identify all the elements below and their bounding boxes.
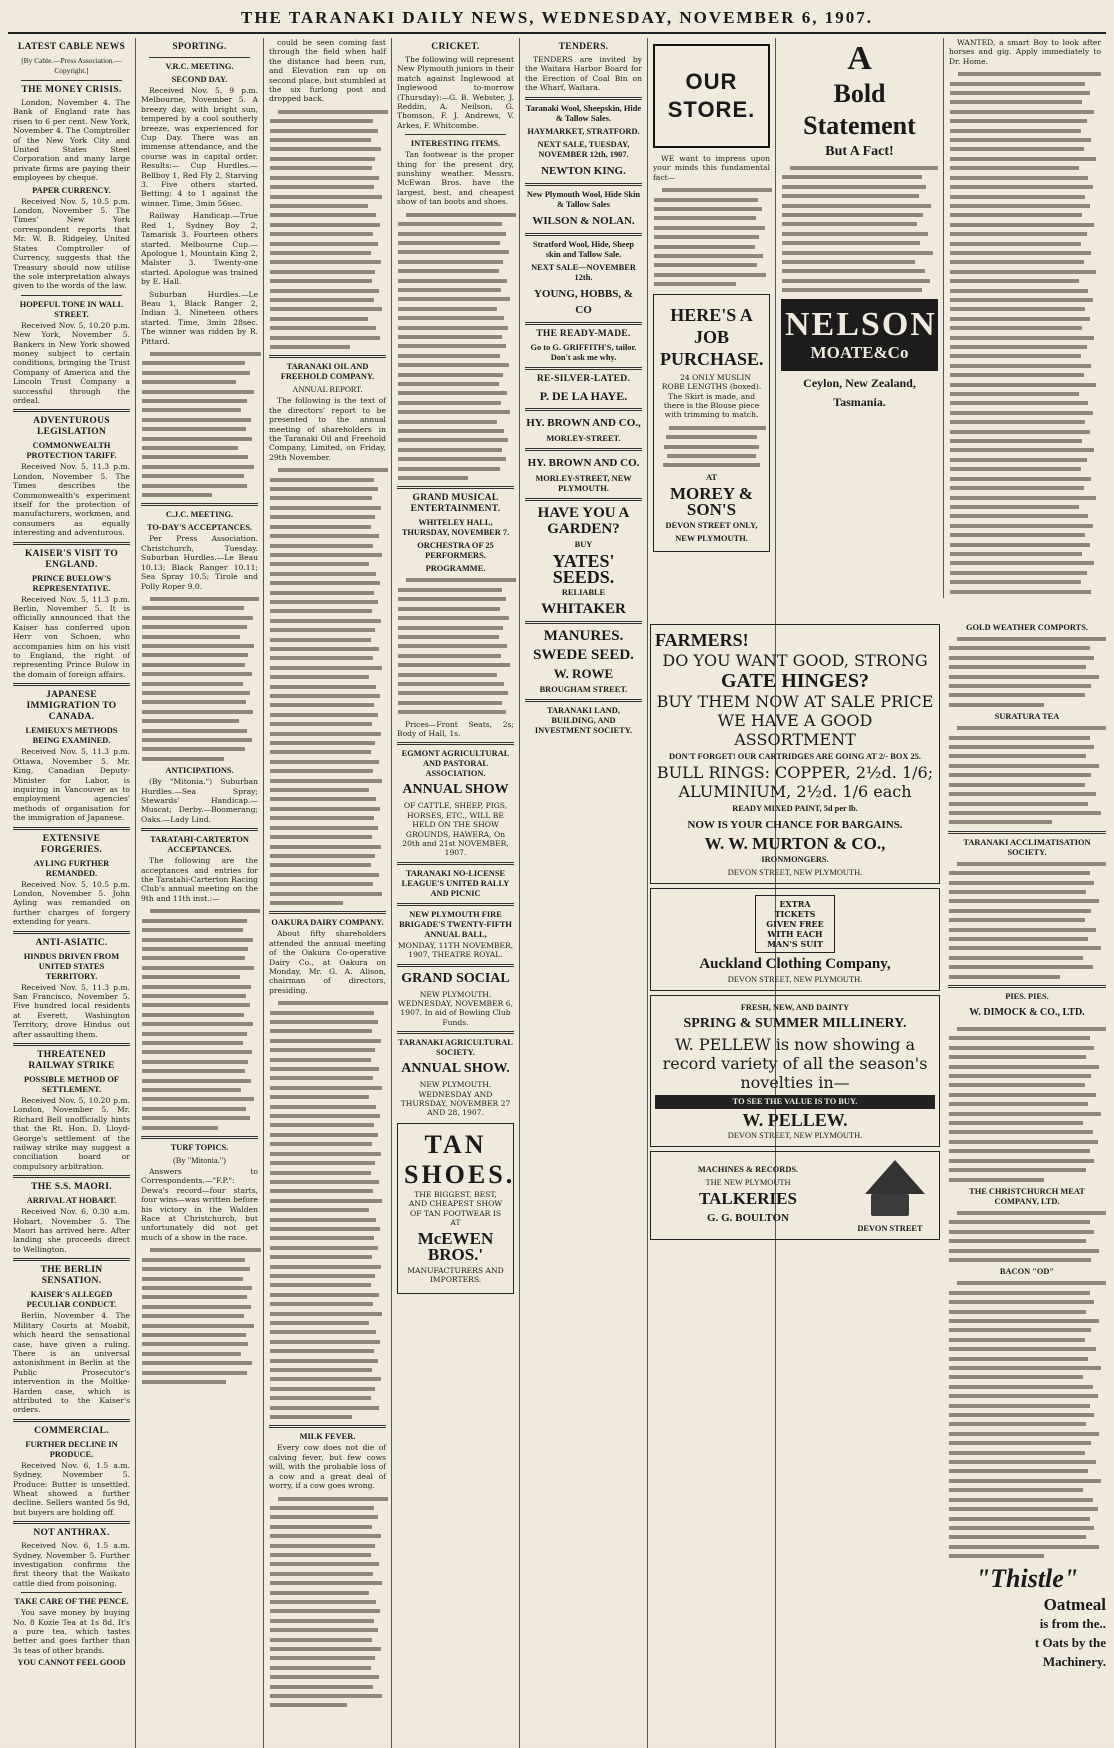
- wide-ads-block: [650, 620, 940, 1244]
- whitaker-name: WHITAKER: [541, 600, 626, 617]
- interesting-filler: [397, 210, 514, 483]
- oatmeal-word: Oatmeal: [1043, 1594, 1106, 1614]
- musical-heading: GRAND MUSICAL ENTERTAINMENT.: [410, 493, 501, 515]
- commercial-heading: COMMERCIAL.: [34, 1425, 109, 1436]
- dairy-company-text: About fifty shareholders attended the annual meeting of the Oakura Co-operative Dairy Co., at Oakura on Monday, Mr. G. A. Alison, chairman of directors, presiding.: [269, 929, 386, 995]
- reliable-line: RELIABLE: [561, 587, 606, 597]
- dimock-filler: [948, 1024, 1106, 1184]
- column-wanted: [944, 38, 1106, 598]
- masthead-title: THE TARANAKI DAILY NEWS, WEDNESDAY, NOVEMBER 6, 1907.: [240, 8, 873, 27]
- oil-company-text: The following is the text of the directors' report to be presented to the annual meeting of shareholders in the Taranaki Oil and Freehold Company, Limited, on Friday, 29th November.: [269, 396, 386, 462]
- fire-brigade-text: MONDAY, 11TH NOVEMBER, 1907, THEATRE ROYAL.: [397, 940, 514, 960]
- lemieux-text: Received Nov. 5, 11.3 p.m. Ottawa, November 5. Mr. King, Canadian Deputy-Minister for Labor, is inquiring in Vancouver as to employment agencies' methods of organisation for the immigration of Japanese.: [13, 747, 130, 823]
- orchestra-line: ORCHESTRA OF 25 PERFORMERS.: [417, 541, 494, 561]
- cable-subheading: [By Cable.—Press Association.—Copyright.]: [21, 56, 122, 75]
- paper-text: Received Nov. 5, 10.5 p.m. London, November 5. The Times' New York correspondent reports that Mr. W. B. Ridgeley, United States Comptroller of Currency, suggests that the Treasury should now utilise the sole interpretation always given to the words of the law.: [13, 196, 130, 291]
- fresh-line: FRESH, NEW, AND DAINTY: [740, 1003, 850, 1012]
- mcewan-sub: MANUFACTURERS AND IMPORTERS.: [407, 1265, 504, 1284]
- suburban-text: Suburban Hurdles.—Le Beau 1, Black Ranger 2, Indian 3. Nineteen others started. Time, 3min 28sec. The winner was ridden by R. Pittard.: [141, 289, 258, 346]
- interesting-text: Tan footwear is the proper thing for the present dry, sunshiny weather. Messrs. McEwan Bros. have the largest, best, and cheapest show of tan boots and shoes.: [397, 150, 514, 207]
- buy-line: BUY: [574, 539, 593, 549]
- hopeful-heading: HOPEFUL TONE IN WALL STREET.: [19, 299, 124, 319]
- right-top: [776, 38, 1106, 598]
- millinery-ad: [650, 995, 940, 1147]
- acceptances-filler: [141, 594, 258, 763]
- bacon-heading: BACON "OD": [999, 1267, 1055, 1277]
- rowe-addr: BROUGHAM STREET.: [539, 684, 628, 694]
- but-a-fact: But A Fact!: [825, 144, 894, 159]
- farmers-title: FARMERS!: [655, 630, 749, 650]
- acclimatisation-filler: [948, 859, 1106, 981]
- pellew-text: W. PELLEW is now showing a record variety of all the season's novelties in—: [662, 1035, 928, 1092]
- wanted-filler: [949, 69, 1101, 598]
- race-results-filler: [141, 349, 258, 500]
- annual-show-title: ANNUAL SHOW: [402, 782, 509, 798]
- auckland-address: DEVON STREET, NEW PLYMOUTH.: [727, 975, 863, 984]
- tenders-text: TENDERS are invited by the Waitara Harbor Board for the Erection of Coal Bin on the Wharf, Waitara.: [525, 55, 642, 93]
- our-store-title: OUR STORE.: [653, 44, 770, 148]
- hopeful-text: Received Nov. 5, 10.20 p.m. New York, November 5. Bankers in New York showed money subject to certain conditions, bringing the Trust Company of America and the Lincoln Trust Company a successful through the ordeal.: [13, 320, 130, 405]
- devon-street-line: DEVON STREET: [857, 1224, 923, 1233]
- dairy-company-heading: OAKURA DAIRY COMPANY.: [271, 918, 384, 928]
- cup-text: Railway Handicap.—True Red 1, Sydney Boy 2, Tamarisk 3. Fourteen others started. Melbourne Cup.—Apologue 1, Mountain King 2, Malster 3. Twenty-one started. Apologue was trained by E. Hall.: [141, 211, 258, 287]
- acclimatisation-heading: TARANAKI ACCLIMATISATION SOCIETY.: [963, 837, 1091, 857]
- next-sale-2: NEXT SALE—NOVEMBER 12th.: [531, 262, 636, 282]
- fenn-end: YOU CANNOT FEEL GOOD: [17, 1658, 126, 1668]
- chance-line: NOW IS YOUR CHANCE FOR BARGAINS.: [687, 819, 903, 831]
- our-store-text: WE want to impress upon your minds this fundamental fact—: [653, 154, 770, 182]
- talkeries-ad: [650, 1151, 940, 1240]
- turf-filler: [141, 1245, 258, 1386]
- job-purchase-ad: [653, 294, 770, 552]
- column-cable-news: [8, 38, 136, 1748]
- turf-heading: TURF TOPICS.: [170, 1143, 229, 1153]
- our-store-filler: [653, 185, 770, 288]
- kaiser-heading: KAISER'S VISIT TO ENGLAND.: [24, 548, 119, 570]
- sporting-heading: SPORTING.: [172, 42, 227, 52]
- bulow-text: Received Nov. 5, 11.3 p.m. Berlin, November 5. It is officially announced that the Kaiser has conferred upon Herr von Schoen, who accompanies him on his visit to England, the right of representing Prince Bulow in the domain of foreign affairs.: [13, 594, 130, 679]
- intro-text: could be seen coming fast through the field when half the distance had been run, and Elevation ran up on second place, but stumbled at the six furlong post and dropped back.: [269, 38, 386, 104]
- nelson-moate-logo: [781, 299, 938, 371]
- masthead: [8, 6, 1106, 34]
- taratahi-heading: TARATAHI-CARTERTON ACCEPTANCES.: [150, 835, 249, 855]
- forgeries-heading: EXTENSIVE FORGERIES.: [40, 833, 103, 855]
- egmont-heading: EGMONT AGRICULTURAL AND PASTORAL ASSOCIATION.: [401, 749, 510, 779]
- maori-subheading: ARRIVAL AT HOBART.: [26, 1196, 117, 1206]
- paper-heading: PAPER CURRENCY.: [32, 185, 111, 195]
- tan-shoes-text: THE BIGGEST, BEST, AND CHEAPEST SHOW OF TAN FOOTWEAR IS AT: [408, 1189, 503, 1228]
- berlin-heading: THE BERLIN SENSATION.: [40, 1265, 103, 1287]
- bulow-heading: PRINCE BUELOW'S REPRESENTATIVE.: [32, 573, 111, 593]
- gate-sub2: BUY THEM NOW AT SALE PRICE WE HAVE A GOOD ASSORTMENT: [656, 692, 934, 749]
- maori-heading: THE S.S. MAORI.: [31, 1182, 112, 1193]
- cricket-text: The following will represent New Plymouth juniors in their match against Inglewood at Inglewood to-morrow (Thursday):—G. B. Webster, J. Reddin, A. Neilson, G. Thomson, F. J. Andrews, V. Arkes, F. Whitcombe.: [397, 55, 514, 130]
- delahaye-name: P. DE LA HAYE.: [539, 388, 628, 403]
- turf-text: Answers to Correspondents.—"F.P.": Dewa's record—four starts, four wins—was written before his victory in the Walden Race at Christchurch, but unfortunately did not get much of a show in the race.: [141, 1167, 258, 1242]
- thistle-word: "Thistle": [975, 1563, 1079, 1593]
- lemieux-heading: LEMIEUX'S METHODS BEING EXAMINED.: [25, 726, 118, 746]
- gold-weather-filler: [948, 634, 1106, 709]
- nelson-word: NELSON: [785, 305, 937, 343]
- land-society-heading: TARANAKI LAND, BUILDING, AND INVESTMENT SOCIETY.: [534, 705, 633, 735]
- hy-brown-1-addr: MORLEY-STREET.: [546, 433, 621, 443]
- notanthrax-heading: NOT ANTHRAX.: [33, 1528, 110, 1539]
- fire-brigade-heading: NEW PLYMOUTH FIRE BRIGADE'S TWENTY-FIFTH ANNUAL BALL,: [399, 909, 512, 939]
- acceptances-text: Per Press Association. Christchurch, Tuesday. Suburban Hurdles.—Le Beau 10.13; Black Ranger 10.11; Sea Spray 10.5; Tirole and Polly Roper 9.0.: [141, 534, 258, 591]
- show-text: OF CATTLE, SHEEP, PIGS, HORSES, ETC., WILL BE HELD ON THE SHOW GROUNDS, HAWERA, On 20th and 21st NOVEMBER, 1907.: [402, 801, 509, 858]
- mcewan-name: McEWEN BROS.': [417, 1228, 494, 1264]
- forgeries-text: Received Nov. 5, 10.5 p.m. London, November 5. John Ayling was remanded on further charges of forgery extending for years.: [13, 879, 130, 927]
- oats-line: t Oats by the: [1034, 1634, 1106, 1650]
- murton-address: DEVON STREET, NEW PLYMOUTH.: [727, 868, 863, 877]
- butter-text: Received Nov. 6, 1.5 a.m. Sydney, November 5. Produce: Butter is unsettled. Wheat showed a further decline. Sellers wanted 5s 9d, but buyers are holding off.: [13, 1460, 130, 1517]
- next-sale-line: NEXT SALE, TUESDAY, NOVEMBER 12th, 1907.: [537, 139, 630, 159]
- farmers-ad: [650, 624, 940, 884]
- milk-fever-heading: MILK FEVER.: [299, 1432, 356, 1442]
- column-company-reports: [264, 38, 392, 1748]
- dimock-name: W. DIMOCK & CO., LTD.: [969, 1007, 1085, 1018]
- cartridges-line: DON'T FORGET! OUR CARTRIDGES ARE GOING AT 2/- BOX 25.: [669, 752, 921, 761]
- gold-weather-heading: GOLD WEATHER COMPORTS.: [965, 623, 1088, 632]
- hindus-heading: HINDUS DRIVEN FROM UNITED STATES TERRITORY.: [23, 951, 120, 981]
- legislation-heading: ADVENTUROUS LEGISLATION: [33, 416, 110, 438]
- column-sporting: [136, 38, 264, 1748]
- see-value-line: TO SEE THE VALUE IS TO BUY.: [655, 1095, 935, 1109]
- dairy-company-filler: [269, 998, 386, 1421]
- new-plymouth: NEW PLYMOUTH.: [675, 533, 748, 543]
- meat-company-filler: [948, 1208, 1106, 1264]
- turf-subheading: (By "Mitonia."): [173, 1156, 226, 1166]
- agricultural-heading: TARANAKI AGRICULTURAL SOCIETY.: [398, 1038, 513, 1058]
- phonograph-icon: [855, 1160, 925, 1220]
- meat-company-heading: THE CHRISTCHURCH MEAT COMPANY, LTD.: [969, 1186, 1085, 1206]
- suratura-filler: [948, 723, 1106, 826]
- wilson-nolan: WILSON & NOLAN.: [532, 214, 635, 227]
- talkeries-title: TALKERIES: [699, 1189, 797, 1208]
- griffith-line: Go to G. GRIFFITH'S, tailor. Don't ask me why.: [530, 342, 637, 362]
- gate-sub: DO YOU WANT GOOD, STRONG: [662, 651, 928, 670]
- machinery-line: Machinery.: [1042, 1653, 1106, 1669]
- machines-line: MACHINES & RECORDS.: [697, 1165, 799, 1174]
- pies-heading: PIES. PIES.: [1005, 992, 1049, 1001]
- bull-rings-line: BULL RINGS: COPPER, 2½d. 1/6; ALUMINIUM, 2½d. 1/6 each: [656, 763, 934, 801]
- young-hobbs: YOUNG, HOBBS, & CO: [533, 287, 633, 316]
- intro-filler: [269, 107, 386, 352]
- money-heading: THE MONEY CRISIS.: [21, 85, 122, 95]
- tenders-heading: TENDERS.: [558, 42, 609, 52]
- job-purchase-text: 24 ONLY MUSLIN ROBE LENGTHS (boxed). The Skirt is made, and there is the Blouse piece with trimming to match.: [661, 372, 762, 420]
- cable-heading: LATEST CABLE NEWS: [17, 42, 126, 52]
- vrc-heading: V.R.C. MEETING.: [165, 62, 234, 71]
- berlin-text: Berlin, November 4. The Military Courts at Moabit, which heard the sensational case, have given a ruling. There is an universal astonishment in Berlin at the Public Prosecutor's intervention in the Moltke-Harden case, which is attributed to the Kaiser's orders.: [13, 1311, 130, 1415]
- strike-subheading: POSSIBLE METHOD OF SETTLEMENT.: [24, 1075, 119, 1094]
- readymade-heading: THE READY-MADE.: [536, 328, 631, 339]
- money-text: London, November 4. The Bank of England rate has risen to 6 per cent. New York, November 4. The Comptroller of the New York City and United States Steel Corporation and many large private firms are paying their employees by cheque.: [13, 98, 130, 183]
- taratahi-filler: [141, 906, 258, 1132]
- antiasiatic-heading: ANTI-ASIATIC.: [35, 937, 108, 948]
- cjc-heading: C.J.C. MEETING.: [165, 510, 234, 520]
- milk-fever-text: Every cow does not die of calving fever, but few cows will, with the probable loss of a cow and a great deal of worry, if a cow goes wrong.: [269, 1443, 386, 1491]
- gate-hinges: GATE HINGES?: [721, 670, 869, 692]
- tan-shoes-title: TAN SHOES.: [404, 1129, 516, 1189]
- hy-brown-2: HY. BROWN AND CO.: [527, 456, 640, 469]
- strike-text: Received Nov. 5, 10.20 p.m. London, November 5. Mr. Richard Bell unofficially hints that the Rt. Hon. D. Lloyd-George's settlement of the railway strike may suggest a conciliation board or compulsory arbitration.: [13, 1096, 130, 1171]
- whiteley-hall: WHITELEY HALL, THURSDAY, NOVEMBER 7.: [401, 518, 510, 538]
- ceylon-line: Ceylon, New Zealand,: [803, 375, 916, 390]
- vrc-subheading: SECOND DAY.: [171, 75, 228, 84]
- paint-line: READY MIXED PAINT, 5d per lb.: [732, 804, 858, 813]
- bold-word: Bold: [833, 79, 886, 108]
- hindus-text: Received Nov. 5, 11.3 p.m. San Francisco, November 5. Five hundred local residents at Everett, Washington Territory, drove Hindus out after assaulting them.: [13, 982, 130, 1039]
- butter-heading: FURTHER DECLINE IN PRODUCE.: [25, 1439, 118, 1459]
- grand-social-title: GRAND SOCIAL: [401, 970, 510, 986]
- job-purchase-filler: [660, 423, 763, 470]
- cricket-heading: CRICKET.: [431, 42, 480, 52]
- columns: [8, 38, 1106, 1748]
- bold-a: A: [847, 40, 872, 77]
- nelson-filler: [781, 163, 938, 295]
- resilverlated-heading: RE-SILVER-LATED.: [536, 373, 631, 384]
- milk-fever-filler: [269, 1494, 386, 1710]
- notanthrax-text: Received Nov. 6, 1.5 a.m. Sydney, November 5. Further investigation confirms the first theory that the Waikato cattle died from poisoning.: [13, 1541, 130, 1588]
- interesting-heading: INTERESTING ITEMS.: [410, 139, 501, 149]
- devon-street-only: DEVON STREET ONLY,: [665, 520, 758, 530]
- np-line: THE NEW PLYMOUTH: [705, 1178, 791, 1187]
- murton-name: W. W. MURTON & CO.,: [704, 834, 886, 853]
- swede-seed-heading: SWEDE SEED.: [533, 646, 634, 663]
- at-line: AT: [705, 472, 717, 482]
- millinery-title: SPRING & SUMMER MILLINERY.: [683, 1016, 907, 1031]
- from-the-line: is from the..: [1039, 1615, 1106, 1631]
- forgeries-subheading: AYLING FURTHER REMANDED.: [33, 858, 110, 878]
- morey-son: MOREY & SON'S: [670, 483, 753, 519]
- pellew-address: DEVON STREET, NEW PLYMOUTH.: [727, 1131, 863, 1140]
- vrc-text: Received Nov. 5, 9 p.m. Melbourne, November 5. A breezy day, with bright sun, tempered by a cool southerly breeze, was experienced for Cup Day. There was an immense attendance, and the course was in capital order. Results:— Cup Hurdles.—Bellboy 1, Red Fly 2, Starving 3. Five others started. Betting: 4 to 1 against the winner. Time, 3min 56sec.: [141, 86, 258, 208]
- oil-company-heading: TARANAKI OIL AND FREEHOLD COMPANY.: [280, 362, 375, 382]
- prices-line: Prices—Front Seats, 2s; Body of Hall, 1s.: [397, 719, 514, 738]
- pellew-name: W. PELLEW.: [742, 1110, 848, 1130]
- fenn-heading: TAKE CARE OF THE PENCE.: [14, 1597, 129, 1607]
- column-tenders-sales: [520, 38, 648, 1748]
- tan-shoes-ad: [397, 1123, 514, 1294]
- taranaki-sale-heading: Taranaki Wool, Sheepskin, Hide & Tallow Sales.: [525, 103, 642, 123]
- grand-social-text: NEW PLYMOUTH. WEDNESDAY, NOVEMBER 6, 1907. In aid of Bowling Club Funds.: [398, 989, 513, 1027]
- wanted-text: WANTED, a smart Boy to look after horses and gig. Apply immediately to Dr. Home.: [949, 38, 1101, 66]
- strike-heading: THREATENED RAILWAY STRIKE: [28, 1050, 115, 1071]
- have-garden: HAVE YOU A GARDEN?: [537, 504, 630, 537]
- anticipations-text: (By "Mitonia.") Suburban Hurdles.—Sea Spray; Stewards' Handicap.—Muscat; Derby.—Boomerang; Oaks.—Lady Lind.: [141, 777, 258, 824]
- berlin-subheading: KAISER'S ALLEGED PECULIAR CONDUCT.: [26, 1290, 117, 1310]
- taratahi-text: The following are the acceptances and entries for the Taratahi-Carterton Racing Club's annual meeting on the 9th and 11th inst.:—: [141, 856, 258, 903]
- statement-word: Statement: [803, 111, 916, 140]
- suratura-heading: SURATURA TEA: [994, 712, 1060, 722]
- column-cricket-events: [392, 38, 520, 1748]
- auckland-name: Auckland Clothing Company,: [699, 956, 891, 972]
- ironmongers-line: IRONMONGERS.: [761, 855, 829, 864]
- extra-tickets-box: EXTRA TICKETS GIVEN FREE WITH EACH MAN'S SUIT: [755, 895, 835, 953]
- programme-filler: [397, 575, 514, 716]
- bacon-filler: [948, 1278, 1106, 1560]
- maori-text: Received Nov. 6, 0.30 a.m. Hobart, November 5. The Maori has arrived here. After landing she proceeds direct to Wellington.: [13, 1207, 130, 1254]
- agricultural-text: NEW PLYMOUTH. WEDNESDAY AND THURSDAY, NOVEMBER 27 AND 28, 1907.: [400, 1080, 511, 1118]
- fenn-text: You save money by buying No. 8 Kozie Tea at 1s 8d. It's a pure tea, which tastes better and goes farther than 3s teas of other brands.: [13, 1608, 130, 1655]
- japanese-heading: JAPANESE IMMIGRATION TO CANADA.: [26, 690, 117, 723]
- rowe-name: W. ROWE: [553, 665, 614, 681]
- tasmania-line: Tasmania.: [833, 394, 886, 409]
- moate-word: MOATE&Co: [810, 342, 909, 362]
- manures-heading: MANURES.: [543, 627, 624, 644]
- auckland-clothing-ad: [650, 888, 940, 991]
- col8-lower: [948, 620, 1106, 1673]
- hy-brown-1: HY. BROWN AND CO.,: [526, 416, 641, 429]
- np-wool-heading: New Plymouth Wool, Hide Skin & Tallow Sales: [526, 189, 641, 209]
- anticipations-heading: ANTICIPATIONS.: [165, 766, 234, 776]
- agricultural-show-title: ANNUAL SHOW.: [401, 1061, 510, 1077]
- programme-heading: PROGRAMME.: [425, 564, 486, 574]
- hy-brown-2-addr: MORLEY-STREET, NEW PLYMOUTH.: [535, 473, 632, 493]
- acceptances-heading: TO-DAY'S ACCEPTANCES.: [146, 523, 253, 533]
- column-nelson: [776, 38, 944, 598]
- haymarket-line: HAYMARKET, STRATFORD.: [527, 126, 640, 136]
- oil-company-subheading: ANNUAL REPORT.: [292, 385, 363, 395]
- stratford-wool-heading: Stratford Wool, Hide, Sheep skin and Tallow Sale.: [532, 239, 635, 259]
- commonwealth-heading: COMMONWEALTH PROTECTION TARIFF.: [26, 441, 117, 461]
- yates-seeds: YATES' SEEDS.: [552, 550, 615, 587]
- boulton-name: G. G. BOULTON: [707, 1212, 789, 1224]
- newton-king: NEWTON KING.: [541, 164, 626, 177]
- job-purchase-title: HERE'S A JOB PURCHASE.: [660, 304, 764, 369]
- oil-company-filler: [269, 465, 386, 907]
- commonwealth-text: Received Nov. 5, 11.3 p.m. London, November 5. The Times describes the Commonwealth's experiment itself for the protection of manufacturers, workmen, and consumers as equally interesting and adventurous.: [13, 462, 130, 538]
- united-rally-heading: TARANAKI NO-LICENSE LEAGUE'S UNITED RALLY AND PICNIC: [401, 868, 510, 898]
